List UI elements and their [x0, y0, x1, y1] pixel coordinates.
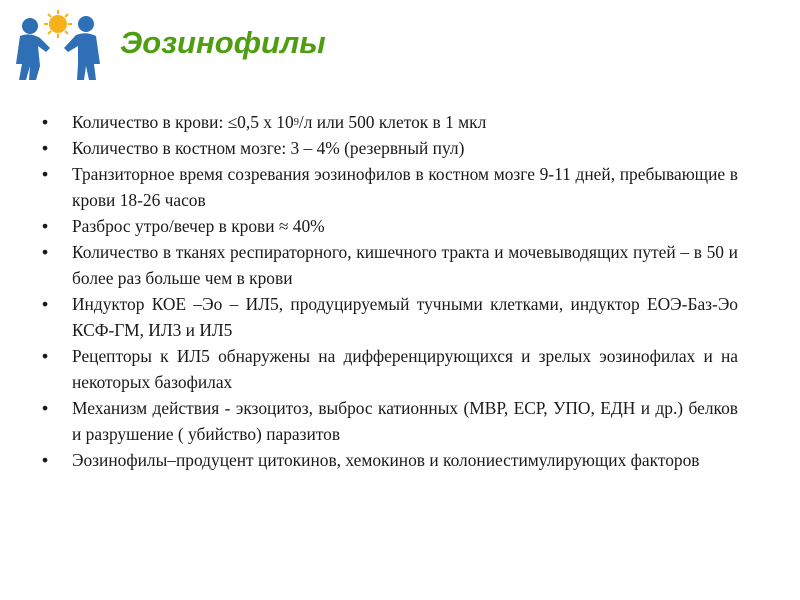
child-left-icon [16, 18, 50, 80]
list-item [42, 291, 738, 343]
bullet-text: Индуктор КОЕ –Эо – ИЛ5, продуцируемый тучными клетками, индуктор ЕОЭ-Баз-Эо КСФ-ГМ, ИЛ3 и ИЛ5 [72, 294, 738, 340]
list-item [42, 213, 738, 239]
list-item [42, 239, 738, 291]
sun-icon [44, 10, 72, 38]
children-sun-logo-icon [12, 8, 104, 84]
list-item [42, 447, 738, 473]
list-item [42, 161, 738, 213]
bullet-text: Количество в тканях респираторного, кишечного тракта и мочевыводящих путей – в 50 и более раз больше чем в крови [72, 242, 738, 288]
slide-title: Эозинофилы [120, 25, 326, 60]
child-right-icon [64, 16, 100, 80]
list-item [42, 135, 738, 161]
list-item [42, 109, 738, 135]
bullet-text: Эозинофилы–продуцент цитокинов, хемокинов и колониестимулирующих факторов [72, 450, 700, 470]
bullet-text: Транзиторное время созревания эозинофилов в костном мозге 9-11 дней, пребывающие в крови 18-26 часов [72, 164, 738, 210]
list-item [42, 343, 738, 395]
bullet-list [42, 109, 738, 473]
list-item [42, 395, 738, 447]
bullet-text: Количество в крови: ≤0,5 х $10^9/л$ или 500 клеток в 1 мкл [72, 112, 487, 132]
bullet-text: Количество в костном мозге: 3 – 4% (резервный пул) [72, 138, 465, 158]
bullet-text: Рецепторы к ИЛ5 обнаружены на дифференцирующихся и зрелых эозинофилах и на некоторых базофилах [72, 346, 738, 392]
bullet-text: Разброс утро/вечер в крови ≈ 40% [72, 216, 325, 236]
bullet-text: Механизм действия - экзоцитоз, выброс катионных (МВР, ЕСР, УПО, ЕДН и др.) белков и разрушение ( убийство) паразитов [72, 398, 738, 444]
